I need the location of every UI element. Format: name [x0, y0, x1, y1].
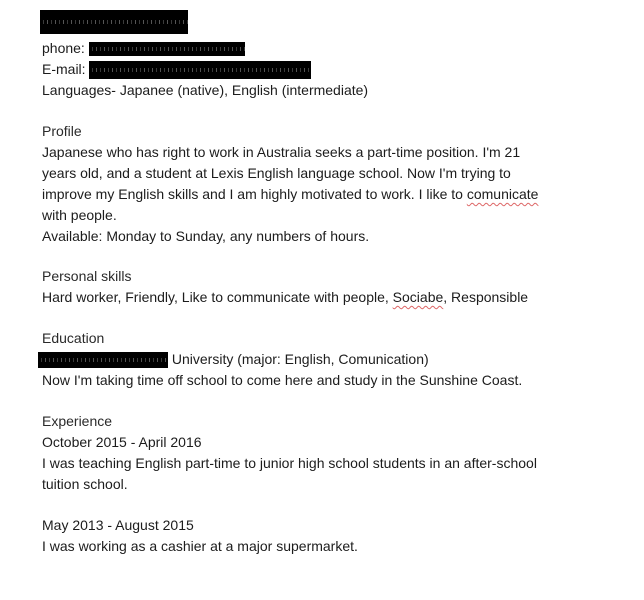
availability: Available: Monday to Sunday, any numbers of hours.	[42, 228, 370, 244]
education-heading: Education	[42, 330, 105, 346]
skills-text	[42, 287, 528, 308]
languages-line: Languages- Japanee (native), English (intermediate)	[42, 82, 369, 98]
redacted-phone	[89, 42, 245, 56]
profile-line-1: Japanese who has right to work in Australia seeks a part-time position. I'm 21	[42, 144, 521, 160]
job1-description-1: I was teaching English part-time to junior high school students in an after-school	[42, 455, 537, 471]
job1-dates: October 2015 - April 2016	[42, 434, 202, 450]
email-label: E-mail:	[42, 61, 86, 77]
skills-text-pre: Hard worker, Friendly, Like to communicate with people,	[42, 289, 393, 305]
job1-description-2: tuition school.	[42, 476, 128, 492]
education-note: Now I'm taking time off school to come here and study in the Sunshine Coast.	[42, 372, 523, 388]
profile-line-2: years old, and a student at Lexis English language school. Now I'm trying to	[42, 165, 511, 181]
email-line	[42, 59, 311, 80]
profile-line-3-text: improve my English skills and I am highly motivated to work. I like to	[42, 186, 467, 202]
university-text: University (major: English, Comunication)	[171, 351, 429, 367]
job2-description: I was working as a cashier at a major supermarket.	[42, 538, 358, 554]
phone-label: phone:	[42, 40, 85, 56]
skills-text-post: , Responsible	[443, 289, 529, 305]
skills-heading: Personal skills	[42, 268, 132, 284]
profile-heading: Profile	[42, 123, 82, 139]
profile-line-4: with people.	[42, 207, 117, 223]
education-university-line	[42, 349, 429, 370]
misspelled-skill: Sociabe	[392, 289, 444, 305]
experience-heading: Experience	[42, 413, 113, 429]
redacted-name	[40, 10, 188, 34]
redacted-university-name	[38, 352, 168, 368]
redacted-email	[89, 61, 311, 79]
phone-line	[42, 38, 245, 59]
profile-line-3	[42, 184, 538, 205]
misspelled-word: comunicate	[466, 186, 539, 202]
job2-dates: May 2013 - August 2015	[42, 517, 194, 533]
